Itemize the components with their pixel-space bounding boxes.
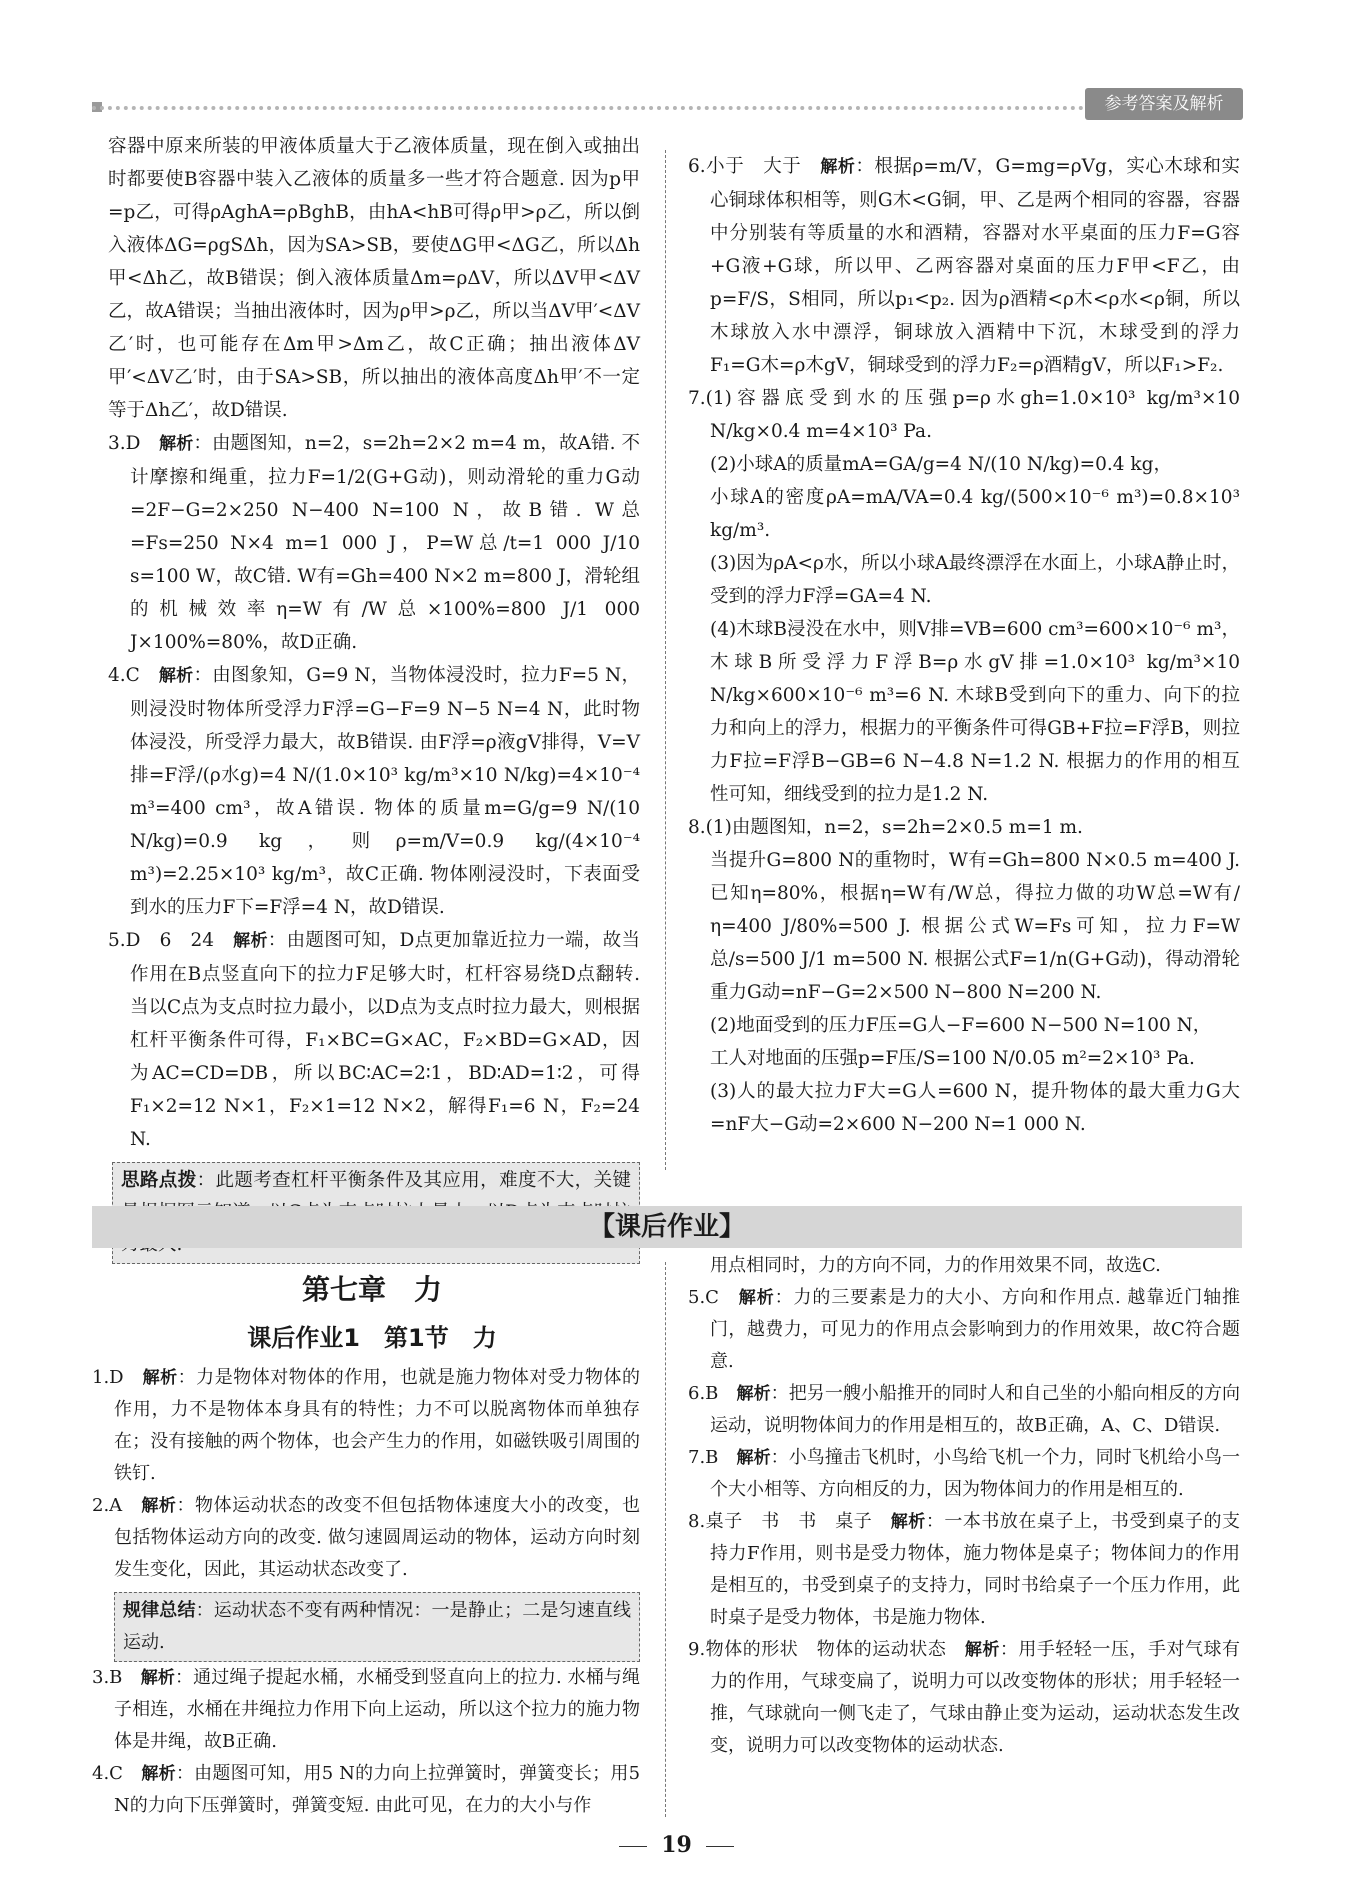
- answer-num: 7.B: [688, 1447, 719, 1468]
- answer-8-part-3: (3)人的最大拉力F大=G人=600 N，提升物体的最大重力G大=nF大−G动=2×600 N−200 N=1 000 N.: [710, 1081, 1240, 1135]
- answer-5: [688, 1282, 1240, 1378]
- intro-paragraph: 容器中原来所装的甲液体质量大于乙液体质量，现在倒入或抽出时都要使B容器中装入乙液体的质量多一些才符合题意. 因为p甲=p乙，可得ρAghA=ρBghB，由hA<hB可得ρ甲>ρ乙，所以倒入液体ΔG=ρgSΔh，因为SA>SB，要使ΔG甲<ΔG乙，所以Δh甲<Δh乙，故B错误；倒入液体质量Δm=ρΔV，所以ΔV甲<ΔV乙，故A错误；当抽出液体时，因为ρ甲>ρ乙，所以当ΔV甲′<ΔV乙′时，也可能存在Δm甲>Δm乙，故C正确；抽出液体ΔV甲′<ΔV乙′时，由于SA>SB，所以抽出的液体高度Δh甲′不一定等于Δh乙′，故D错误.: [108, 136, 640, 421]
- analysis-text: ：由题图可知，D点更加靠近拉力一端，故当作用在B点竖直向下的拉力F足够大时，杠杆容易绕D点翻转. 当以C点为支点时拉力最小，以D点为支点时拉力最大，则根据杠杆平衡条件可得，F₁×BC=G×AC，F₂×BD=G×AD，因为AC=CD=DB，所以BC∶AC=2∶1，BD∶AD=1∶2，可得F₁×2=12 N×1，F₂×1=12 N×2，解得F₁=6 N，F₂=24 N.: [130, 930, 640, 1150]
- analysis-label: 解析: [736, 1384, 771, 1404]
- answer-5: [108, 924, 640, 1156]
- analysis-label: 解析: [890, 1512, 926, 1532]
- answer-8-part-2b: 工人对地面的压强p=F压/S=100 N/0.05 m²=2×10³ Pa.: [710, 1048, 1195, 1069]
- analysis-label: 解析: [738, 1288, 775, 1308]
- answer-7-part-2b: 小球A的密度ρA=mA/VA=0.4 kg/(500×10⁻⁶ m³)=0.8×10³ kg/m³.: [710, 487, 1240, 541]
- answer-num: 3.D: [108, 433, 141, 454]
- answer-7-part-4: (4)木球B浸没在水中，则V排=VB=600 cm³=600×10⁻⁶ m³，木球B所受浮力F浮B=ρ水gV排=1.0×10³ kg/m³×10 N/kg×600×10⁻⁶ m³=6 N. 木球B受到向下的重力、向下的拉力和向上的浮力，根据力的平衡条件可得GB+F拉=F浮B，则拉力F拉=F浮B−GB=6 N−4.8 N=1.2 N. 根据力的作用的相互性可知，细线受到的拉力是1.2 N.: [710, 619, 1240, 805]
- footer-dash-right: [706, 1846, 734, 1847]
- tip-label: 规律总结: [123, 1600, 196, 1621]
- answer-6: [688, 1378, 1240, 1442]
- page-footer: [0, 1832, 1353, 1858]
- answer-8-part-1: 8.(1)由题图知，n=2，s=2h=2×0.5 m=1 m.: [688, 817, 1083, 838]
- analysis-label: 解析: [964, 1640, 1000, 1660]
- lesson-title: 课后作业1 第1节 力: [247, 1324, 497, 1352]
- answer-7-part-3: (3)因为ρA<ρ水，所以小球A最终漂浮在水面上，小球A静止时，受到的浮力F浮=GA=4 N.: [710, 553, 1240, 607]
- answer-8-part-1b: 当提升G=800 N的重物时，W有=Gh=800 N×0.5 m=400 J. 已知η=80%，根据η=W有/W总，得拉力做的功W总=W有/η=400 J/80%=500 J. 根据公式W=Fs可知，拉力F=W总/s=500 J/1 m=500 N. 根据公式F=1/n(G+G动)，得动滑轮重力G动=nF−G=2×500 N−800 N=200 N.: [710, 850, 1240, 1003]
- analysis-label: 解析: [141, 1764, 176, 1784]
- answer-2: [92, 1490, 640, 1586]
- analysis-label: 解析: [141, 1496, 177, 1516]
- page-number: 19: [661, 1832, 692, 1858]
- chapter-title: 第七章 力: [301, 1273, 442, 1306]
- answer-7: [688, 1442, 1240, 1506]
- analysis-text: ：由图象知，G=9 N，当物体浸没时，拉力F=5 N，则浸没时物体所受浮力F浮=G−F=9 N−5 N=4 N，此时物体浸没，所受浮力最大，故B错误. 由F浮=ρ液gV排得，V=V排=F浮/(ρ水g)=4 N/(1.0×10³ kg/m³×10 N/kg)=4×10⁻⁴ m³=400 cm³，故A错误. 物体的质量m=G/g=9 N/(10 N/kg)=0.9 kg，则ρ=m/V=0.9 kg/(4×10⁻⁴ m³)=2.25×10³ kg/m³，故C正确. 物体刚浸没时，下表面受到水的压力F下=F浮=4 N，故D错误.: [130, 665, 640, 918]
- answer-num: 9.物体的形状 物体的运动状态: [688, 1639, 947, 1660]
- bottom-right-column: [688, 1250, 1240, 1762]
- analysis-text: ：根据ρ=m/V，G=mg=ρVg，实心木球和实心铜球体积相等，则G木<G铜，甲、乙是两个相同的容器，容器中分别装有等质量的水和酒精，容器对水平桌面的压力F=G容+G液+G球，所以甲、乙两容器对桌面的压力F甲<F乙，由p=F/S，S相同，所以p₁<p₂. 因为ρ酒精<ρ木<ρ水<ρ铜，所以木球放入水中漂浮，铜球放入酒精中下沉，木球受到的浮力F₁=G木=ρ木gV，铜球受到的浮力F₂=ρ酒精gV，所以F₁>F₂.: [710, 156, 1240, 376]
- analysis-text: ：由题图知，n=2，s=2h=2×2 m=4 m，故A错. 不计摩擦和绳重，拉力F=1/2(G+G动)，则动滑轮的重力G动=2F−G=2×250 N−400 N=100 N，故B错. W总=Fs=250 N×4 m=1 000 J，P=W总/t=1 000 J/10 s=100 W，故C错. W有=Gh=400 N×2 m=800 J，滑轮组的机械效率η=W有/W总×100%=800 J/1 000 J×100%=80%，故D正确.: [130, 433, 640, 653]
- answer-7-part-2: (2)小球A的质量mA=GA/g=4 N/(10 N/kg)=0.4 kg，: [710, 454, 1172, 475]
- top-left-column: [108, 130, 640, 1264]
- header-dotted-line: [92, 106, 1092, 110]
- analysis-text: ：力的三要素是力的大小、方向和作用点. 越靠近门轴推门，越费力，可见力的作用点会影响到力的作用效果，故C符合题意.: [710, 1287, 1240, 1372]
- analysis-text: ：一本书放在桌子上，书受到桌子的支持力F作用，则书是受力物体，施力物体是桌子；物体间力的作用是相互的，书受到桌子的支持力，同时书给桌子一个压力作用，此时桌子是受力物体，书是施力物体.: [710, 1511, 1240, 1628]
- analysis-text: ：小鸟撞击飞机时，小鸟给飞机一个力，同时飞机给小鸟一个大小相等、方向相反的力，因为物体间力的作用是相互的.: [710, 1447, 1241, 1500]
- analysis-text: ：力是物体对物体的作用，也就是施力物体对受力物体的作用，力不是物体本身具有的特性；力不可以脱离物体而单独存在；没有接触的两个物体，也会产生力的作用，如磁铁吸引周围的铁钉.: [114, 1367, 641, 1484]
- tip-text: ：此题考查杠杆平衡条件及其应用，难度不大，关键: [196, 1170, 631, 1191]
- column-divider: [665, 150, 666, 1170]
- analysis-label: 解析: [158, 666, 194, 686]
- answer-num: 5.C: [688, 1287, 719, 1308]
- bottom-left-column: [92, 1362, 640, 1822]
- answer-6: [688, 150, 1240, 382]
- answer-num: 6.小于 大于: [688, 156, 802, 177]
- tip-text: ：运动状态不变有两种情况：一是静止；二是匀速直线运动.: [123, 1600, 631, 1653]
- answer-num: 4.C: [108, 665, 140, 686]
- analysis-text: ：通过绳子提起水桶，水桶受到竖直向上的拉力. 水桶与绳子相连，水桶在井绳拉力作用下向上运动，所以这个拉力的施力物体是井绳，故B正确.: [114, 1667, 641, 1752]
- analysis-text: ：用手轻轻一压，手对气球有力的作用，气球变扁了，说明力可以改变物体的形状；用手轻轻一推，气球就向一侧飞走了，气球由静止变为运动，运动状态发生改变，说明力可以改变物体的运动状态.: [710, 1639, 1241, 1756]
- answer-8-part-2: (2)地面受到的压力F压=G人−F=600 N−500 N=100 N，: [710, 1015, 1212, 1036]
- answer-4: [92, 1758, 640, 1822]
- answer-num: 1.D: [92, 1367, 124, 1388]
- answer-num: 2.A: [92, 1495, 123, 1516]
- answer-1: [92, 1362, 640, 1490]
- analysis-label: 解析: [820, 157, 856, 177]
- analysis-text: ：物体运动状态的改变不但包括物体速度大小的改变，也包括物体运动方向的改变. 做匀速圆周运动的物体，运动方向时刻发生变化，因此，其运动状态改变了.: [114, 1495, 641, 1580]
- tip-label: 思路点拨: [121, 1170, 197, 1191]
- answer-num: 5.D 6 24: [108, 930, 215, 951]
- analysis-label: 解析: [159, 434, 194, 454]
- analysis-label: 解析: [140, 1668, 175, 1688]
- answer-3: [108, 427, 640, 659]
- answer-4: [108, 659, 640, 924]
- answer-num: 8.桌子 书 书 桌子: [688, 1511, 873, 1532]
- header-tag: 参考答案及解析: [1085, 88, 1243, 120]
- analysis-label: 解析: [233, 931, 268, 951]
- answer-7-part-1: 7.(1)容器底受到水的压强p=ρ水gh=1.0×10³ kg/m³×10 N/kg×0.4 m=4×10³ Pa.: [688, 388, 1240, 442]
- top-right-column: [688, 150, 1240, 1141]
- footer-dash-left: [619, 1846, 647, 1847]
- answer-num: 6.B: [688, 1383, 719, 1404]
- analysis-text: ：把另一艘小船推开的同时人和自己坐的小船向相反的方向运动，说明物体间力的作用是相互的，故B正确，A、C、D错误.: [710, 1383, 1241, 1436]
- analysis-label: 解析: [142, 1368, 178, 1388]
- analysis-label: 解析: [736, 1448, 771, 1468]
- section-title: 【课后作业】: [92, 1206, 1242, 1248]
- answer-8: [688, 1506, 1240, 1634]
- analysis-text: ：由题图可知，用5 N的力向上拉弹簧时，弹簧变长；用5 N的力向下压弹簧时，弹簧变短. 由此可见，在力的大小与作: [114, 1763, 641, 1816]
- column-divider-bottom: [665, 1262, 666, 1817]
- answer-9: [688, 1634, 1240, 1762]
- answer-num: 3.B: [92, 1667, 123, 1688]
- answer-4-continued: 用点相同时，力的方向不同，力的作用效果不同，故选C.: [710, 1255, 1161, 1276]
- rule-summary-box: [114, 1592, 640, 1662]
- answer-num: 4.C: [92, 1763, 123, 1784]
- answer-3: [92, 1662, 640, 1758]
